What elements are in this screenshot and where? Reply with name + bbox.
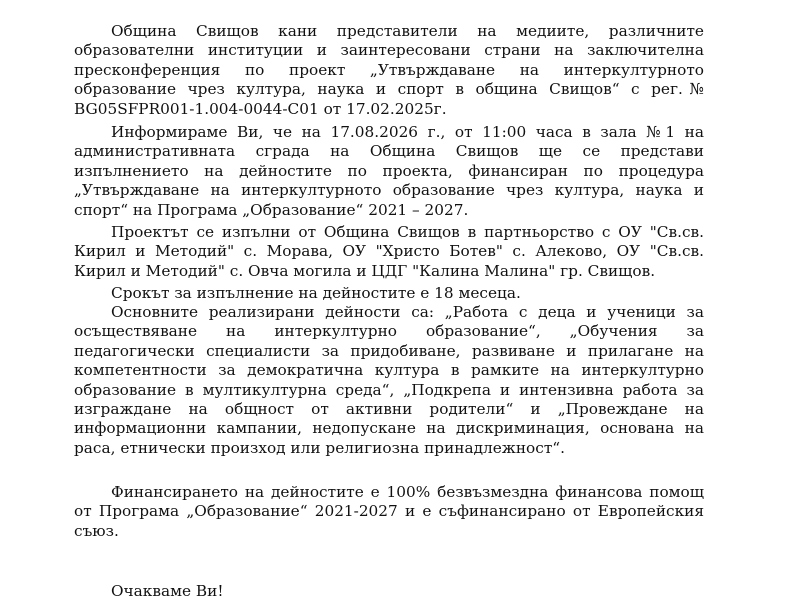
paragraph-invitation: Община Свищов кани представители на медиите, различните образователни институции и заинтересовани страни на заключителна пресконференция по проект „Утвърждаване на интеркултурното образование чрез култура, наука и спорт в община Свищов“ с рег.№ BG05SFPR001-1.004-0044-C01 от 17.02.2025г. [74,22,704,118]
clipped-top-line [150,0,470,1]
paragraph-duration: Срокът за изпълнение на дейностите е 18 месеца. [111,284,521,302]
paragraph-activities: Основните реализирани дейности са: „Работа с деца и ученици за осъществяване на интеркултурно образование“, „Обучения за педагогически специалисти за придобиване, развиване и прилагане на компетентности за демократична култура в рамките на интеркултурно образование в мултикултурна среда“, „Подкрепа и интензивна работа за изграждане на общност от активни родители“ и „Провеждане на информационни кампании, недопускане на дискриминация, основана на раса, етнически произход или религиозна принадлежност“. [74,303,704,457]
closing-line: Очакваме Ви! [111,582,224,600]
paragraph-event-details: Информираме Ви, че на 17.08.2026 г., от 11:00 часа в зала №1 на административната сграда на Община Свищов ще се представи изпълнението на дейностите по проекта, финансиран по процедура „Утвърждаване на интеркултурното образование чрез култура, наука и спорт“ на Програма „Образование“ 2021 – 2027. [74,123,704,219]
paragraph-partners: Проектът се изпълни от Община Свищов в партньорство с ОУ "Св.св. Кирил и Методий" с. Морава, ОУ "Христо Ботев" с. Алеково, ОУ "Св.св. Кирил и Методий" с. Овча могила и ЦДГ "Калина Малина" гр. Свищов. [74,223,704,280]
paragraph-funding: Финансирането на дейностите е 100% безвъзмездна финансова помощ от Програма „Образование“ 2021-2027 и е съфинансирано от Европейския съюз. [74,483,704,540]
